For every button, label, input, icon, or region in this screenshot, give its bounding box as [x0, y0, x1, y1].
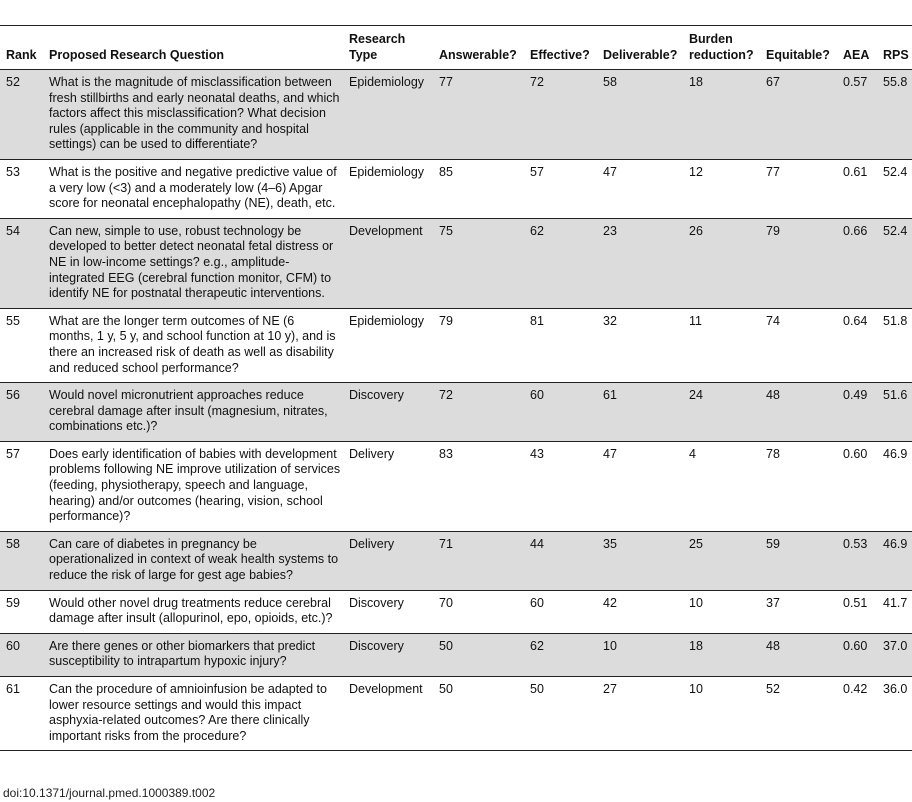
burden-reduction-cell: 26: [685, 218, 762, 308]
rps-cell: 46.9: [879, 441, 912, 531]
question-cell: What is the magnitude of misclassification between fresh stillbirths and early neonatal deaths, and which factors affect this misclassification? What decision rules (applicable in the community and hospital settings) can be used to differentiate?: [45, 70, 345, 160]
rps-cell: 51.8: [879, 308, 912, 382]
research-question-table: [0, 26, 912, 751]
answerable-cell: 70: [435, 590, 526, 633]
burden-reduction-cell: 24: [685, 383, 762, 442]
table-row: [0, 590, 912, 633]
aea-cell: 0.60: [839, 633, 879, 676]
rank-cell: 53: [0, 159, 45, 218]
header-rps: RPS: [879, 26, 912, 70]
rps-cell: 36.0: [879, 677, 912, 751]
header-research-type: Research Type: [345, 26, 435, 70]
question-cell: Can the procedure of amnioinfusion be adapted to lower resource settings and would this impact asphyxia-related outcomes? Are there clinically important risks from the procedure?: [45, 677, 345, 751]
table-row: [0, 218, 912, 308]
header-row: [0, 26, 912, 70]
answerable-cell: 79: [435, 308, 526, 382]
rps-cell: 52.4: [879, 159, 912, 218]
header-question: Proposed Research Question: [45, 26, 345, 70]
effective-cell: 62: [526, 218, 599, 308]
deliverable-cell: 32: [599, 308, 685, 382]
deliverable-cell: 10: [599, 633, 685, 676]
effective-cell: 81: [526, 308, 599, 382]
equitable-cell: 74: [762, 308, 839, 382]
table-row: [0, 633, 912, 676]
effective-cell: 60: [526, 590, 599, 633]
equitable-cell: 77: [762, 159, 839, 218]
research-type-cell: Delivery: [345, 441, 435, 531]
equitable-cell: 79: [762, 218, 839, 308]
aea-cell: 0.57: [839, 70, 879, 160]
table-row: [0, 531, 912, 590]
rps-cell: 46.9: [879, 531, 912, 590]
header-answerable: Answerable?: [435, 26, 526, 70]
rank-cell: 56: [0, 383, 45, 442]
aea-cell: 0.42: [839, 677, 879, 751]
equitable-cell: 67: [762, 70, 839, 160]
research-type-cell: Discovery: [345, 383, 435, 442]
rank-cell: 60: [0, 633, 45, 676]
rank-cell: 54: [0, 218, 45, 308]
table-header: [0, 26, 912, 70]
rank-cell: 52: [0, 70, 45, 160]
rps-cell: 41.7: [879, 590, 912, 633]
table-row: [0, 677, 912, 751]
effective-cell: 50: [526, 677, 599, 751]
answerable-cell: 85: [435, 159, 526, 218]
research-type-cell: Discovery: [345, 590, 435, 633]
header-deliverable: Deliverable?: [599, 26, 685, 70]
rps-cell: 55.8: [879, 70, 912, 160]
table-row: [0, 308, 912, 382]
header-rank: Rank: [0, 26, 45, 70]
question-cell: Are there genes or other biomarkers that predict susceptibility to intrapartum hypoxic injury?: [45, 633, 345, 676]
burden-reduction-cell: 10: [685, 590, 762, 633]
equitable-cell: 59: [762, 531, 839, 590]
doi-caption: doi:10.1371/journal.pmed.1000389.t002: [3, 786, 216, 800]
table-row: [0, 70, 912, 160]
rank-cell: 59: [0, 590, 45, 633]
table-row: [0, 383, 912, 442]
effective-cell: 62: [526, 633, 599, 676]
rank-cell: 61: [0, 677, 45, 751]
header-burden-reduction: Burden reduction?: [685, 26, 762, 70]
question-cell: What are the longer term outcomes of NE (6 months, 1 y, 5 y, and school function at 10 y), and is there an increased risk of death as well as disability and reduced school performance?: [45, 308, 345, 382]
answerable-cell: 83: [435, 441, 526, 531]
deliverable-cell: 47: [599, 159, 685, 218]
deliverable-cell: 58: [599, 70, 685, 160]
rank-cell: 57: [0, 441, 45, 531]
deliverable-cell: 23: [599, 218, 685, 308]
equitable-cell: 37: [762, 590, 839, 633]
research-type-cell: Development: [345, 218, 435, 308]
answerable-cell: 75: [435, 218, 526, 308]
deliverable-cell: 42: [599, 590, 685, 633]
effective-cell: 57: [526, 159, 599, 218]
question-cell: Can care of diabetes in pregnancy be operationalized in context of weak health systems to reduce the risk of large for gest age babies?: [45, 531, 345, 590]
question-cell: Would novel micronutrient approaches reduce cerebral damage after insult (magnesium, nitrates, combinations etc.)?: [45, 383, 345, 442]
deliverable-cell: 47: [599, 441, 685, 531]
effective-cell: 44: [526, 531, 599, 590]
aea-cell: 0.66: [839, 218, 879, 308]
table-row: [0, 441, 912, 531]
burden-reduction-cell: 18: [685, 633, 762, 676]
research-type-cell: Epidemiology: [345, 308, 435, 382]
header-effective: Effective?: [526, 26, 599, 70]
effective-cell: 72: [526, 70, 599, 160]
deliverable-cell: 27: [599, 677, 685, 751]
deliverable-cell: 35: [599, 531, 685, 590]
research-type-cell: Delivery: [345, 531, 435, 590]
table-row: [0, 159, 912, 218]
rps-cell: 37.0: [879, 633, 912, 676]
answerable-cell: 72: [435, 383, 526, 442]
header-aea: AEA: [839, 26, 879, 70]
rps-cell: 52.4: [879, 218, 912, 308]
answerable-cell: 50: [435, 633, 526, 676]
aea-cell: 0.53: [839, 531, 879, 590]
question-cell: Does early identification of babies with development problems following NE improve utilization of services (feeding, physiotherapy, speech and language, hearing) and/or outcomes (hearing, vision, school performance)?: [45, 441, 345, 531]
question-cell: What is the positive and negative predictive value of a very low (<3) and a moderately low (4–6) Apgar score for neonatal encephalopathy (NE), death, etc.: [45, 159, 345, 218]
burden-reduction-cell: 11: [685, 308, 762, 382]
aea-cell: 0.64: [839, 308, 879, 382]
burden-reduction-cell: 12: [685, 159, 762, 218]
aea-cell: 0.60: [839, 441, 879, 531]
equitable-cell: 78: [762, 441, 839, 531]
question-cell: Would other novel drug treatments reduce cerebral damage after insult (allopurinol, epo, opioids, etc.)?: [45, 590, 345, 633]
aea-cell: 0.51: [839, 590, 879, 633]
answerable-cell: 50: [435, 677, 526, 751]
research-question-table-container: [0, 25, 912, 751]
question-cell: Can new, simple to use, robust technology be developed to better detect neonatal fetal distress or NE in low-income settings? e.g., amplitude-integrated EEG (cerebral function monitor, CFM) to identify NE for postnatal therapeutic interventions.: [45, 218, 345, 308]
research-type-cell: Discovery: [345, 633, 435, 676]
answerable-cell: 77: [435, 70, 526, 160]
equitable-cell: 52: [762, 677, 839, 751]
burden-reduction-cell: 25: [685, 531, 762, 590]
effective-cell: 43: [526, 441, 599, 531]
equitable-cell: 48: [762, 383, 839, 442]
burden-reduction-cell: 18: [685, 70, 762, 160]
research-type-cell: Epidemiology: [345, 159, 435, 218]
answerable-cell: 71: [435, 531, 526, 590]
rank-cell: 55: [0, 308, 45, 382]
aea-cell: 0.61: [839, 159, 879, 218]
rps-cell: 51.6: [879, 383, 912, 442]
header-equitable: Equitable?: [762, 26, 839, 70]
rank-cell: 58: [0, 531, 45, 590]
equitable-cell: 48: [762, 633, 839, 676]
burden-reduction-cell: 4: [685, 441, 762, 531]
aea-cell: 0.49: [839, 383, 879, 442]
research-type-cell: Epidemiology: [345, 70, 435, 160]
effective-cell: 60: [526, 383, 599, 442]
burden-reduction-cell: 10: [685, 677, 762, 751]
table-body: [0, 70, 912, 751]
research-type-cell: Development: [345, 677, 435, 751]
deliverable-cell: 61: [599, 383, 685, 442]
